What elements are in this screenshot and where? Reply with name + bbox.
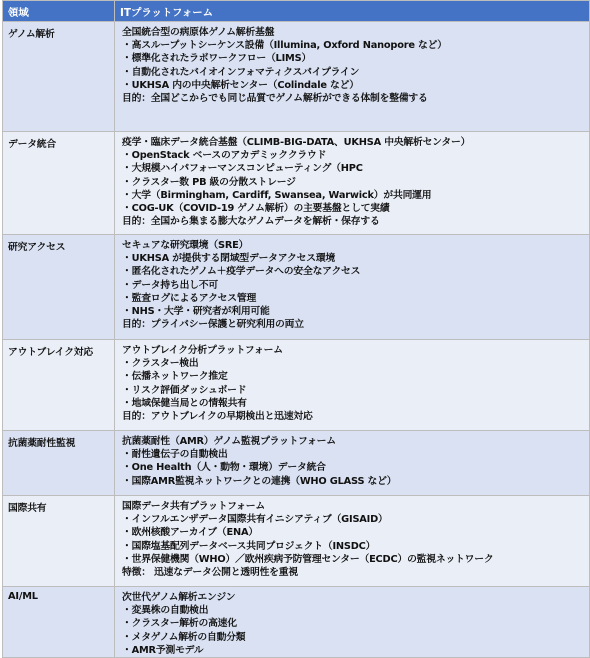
platform-title: セキュアな研究環境（SRE） xyxy=(122,240,249,251)
platform-item: ・OpenStack ベースのアカデミッククラウド xyxy=(122,150,327,162)
platform-item: ・世界保健機関（WHO）／欧州疾病予防管理センター（ECDC）の監視ネットワーク xyxy=(122,553,494,565)
platform-item: ・インフルエンザデータ国際共有イニシアティブ（GISAID） xyxy=(122,514,388,526)
platform-title: 全国統合型の病原体ゲノム解析基盤 xyxy=(122,27,275,38)
platform-purpose: 目的：全国どこからでも同じ品質でゲノム解析ができる体制を整備する xyxy=(122,92,428,104)
table-row xyxy=(3,340,590,431)
platform-item: ・欧州核酸アーカイブ（ENA） xyxy=(122,527,258,539)
platform-item: ・UKHSA が提供する閉域型データアクセス環境 xyxy=(122,253,336,265)
platform-item: ・高スループットシーケンス設備（Illumina, Oxford Nanopore など） xyxy=(122,40,447,52)
platform-item: ・クラスター数 PB 級の分散ストレージ xyxy=(122,176,296,188)
platform-item: ・NHS・大学・研究者が利用可能 xyxy=(122,305,270,317)
platform-item: ・大規模ハイパフォーマンスコンピューティング（HPC xyxy=(122,163,363,175)
table-row xyxy=(3,235,590,340)
platform-item: ・リスク評価ダッシュボード xyxy=(122,384,247,396)
platform-item: ・変異株の自動検出 xyxy=(122,605,209,617)
platform-item: ・データ持ち出し不可 xyxy=(122,279,218,291)
area-cell: ゲノム解析 xyxy=(3,22,115,132)
platform-title: 疫学・臨床データ統合基盤（CLIMB-BIG-DATA、UKHSA 中央解析センター） xyxy=(122,137,471,148)
platform-item: ・One Health（人・動物・環境）データ統合 xyxy=(122,462,326,474)
table-header-row xyxy=(3,1,590,22)
table-row xyxy=(3,22,590,132)
table-row xyxy=(3,132,590,235)
header-area: 領域 xyxy=(3,1,115,22)
platform-cell xyxy=(115,496,590,587)
platform-feature: 特徴： 迅速なデータ公開と透明性を重視 xyxy=(122,566,298,578)
platform-item: ・クラスター検出 xyxy=(122,358,199,370)
platform-title: アウトブレイク分析プラットフォーム xyxy=(122,345,283,356)
area-cell: 研究アクセス xyxy=(3,235,115,340)
platform-item: ・メタゲノム解析の自動分類 xyxy=(122,631,246,643)
platform-item: ・国際塩基配列データベース共同プロジェクト（INSDC） xyxy=(122,540,376,552)
platform-cell xyxy=(115,132,590,235)
platform-title: 抗菌薬耐性（AMR）ゲノム監視プラットフォーム xyxy=(122,436,336,447)
platform-item: ・国際AMR監視ネットワークとの連携（WHO GLASS など） xyxy=(122,475,397,487)
platform-item: ・COG-UK（COVID-19 ゲノム解析）の主要基盤として実績 xyxy=(122,202,390,214)
platform-item: ・耐性遺伝子の自動検出 xyxy=(122,449,228,461)
platform-title: 国際データ共有プラットフォーム xyxy=(122,501,265,512)
table-row xyxy=(3,587,590,658)
platform-cell xyxy=(115,431,590,496)
platform-table xyxy=(2,0,590,658)
platform-item: ・クラスター解析の高速化 xyxy=(122,618,237,630)
platform-title: 次世代ゲノム解析エンジン xyxy=(122,592,236,603)
area-cell: 抗菌薬耐性監視 xyxy=(3,431,115,496)
area-cell: アウトブレイク対応 xyxy=(3,340,115,431)
platform-purpose: 目的：全国から集まる膨大なゲノムデータを解析・保存する xyxy=(122,216,380,228)
platform-item: ・地域保健当局との情報共有 xyxy=(122,397,247,409)
area-cell: 国際共有 xyxy=(3,496,115,587)
header-platform: ITプラットフォーム xyxy=(115,1,590,22)
platform-purpose: 目的：プライバシー保護と研究利用の両立 xyxy=(122,319,304,331)
platform-item: ・匿名化されたゲノム＋疫学データへの安全なアクセス xyxy=(122,266,361,278)
platform-item: ・標準化されたラボワークフロー（LIMS） xyxy=(122,53,312,65)
platform-item: ・大学（Birmingham, Cardiff, Swansea, Warwick）が共同運用 xyxy=(122,189,432,201)
platform-cell xyxy=(115,340,590,431)
platform-item: ・伝播ネットワーク推定 xyxy=(122,371,228,383)
platform-cell xyxy=(115,22,590,132)
table-row xyxy=(3,496,590,587)
table-row xyxy=(3,431,590,496)
platform-purpose: 目的：アウトブレイクの早期検出と迅速対応 xyxy=(122,410,313,422)
platform-item: ・自動化されたバイオインフォマティクスパイプライン xyxy=(122,66,360,78)
platform-cell xyxy=(115,235,590,340)
area-cell: AI/ML xyxy=(3,587,115,658)
area-cell: データ統合 xyxy=(3,132,115,235)
platform-item: ・UKHSA 内の中央解析センター（Colindale など） xyxy=(122,79,359,91)
platform-item: ・監査ログによるアクセス管理 xyxy=(122,292,257,304)
platform-cell xyxy=(115,587,590,658)
platform-item: ・AMR予測モデル xyxy=(122,644,204,656)
